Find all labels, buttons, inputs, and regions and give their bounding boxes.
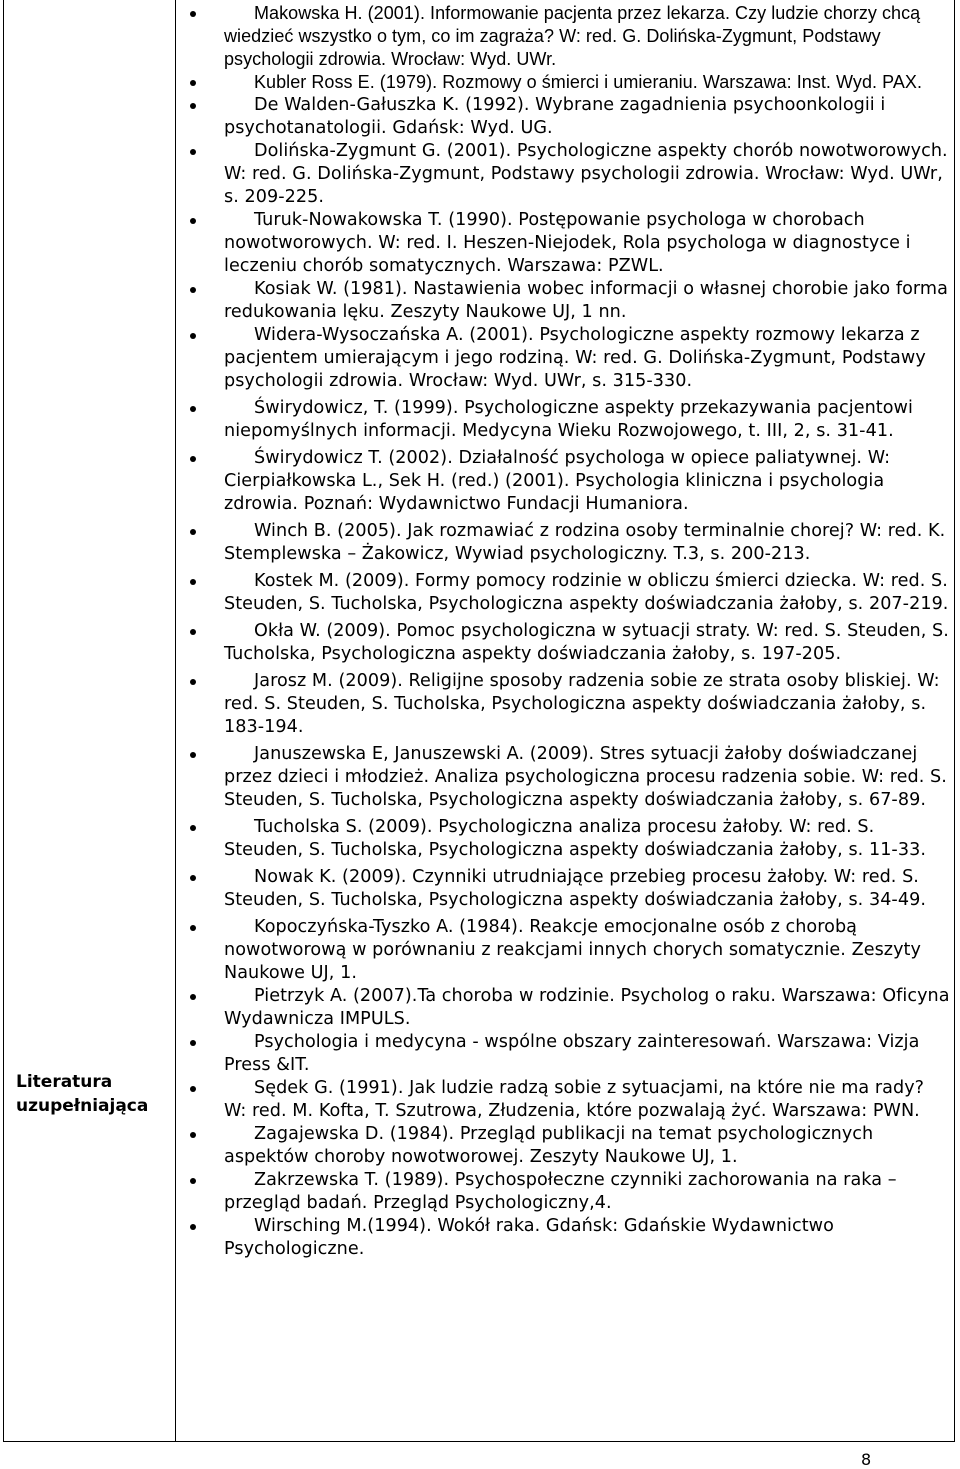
bullet-icon bbox=[190, 629, 196, 635]
reference-item: Świrydowicz T. (2002). Działalność psychologa w opiece paliatywnej. W: Cierpiałkowska L., Sek H. (red.) (2001). Psychologia kliniczna i psychologia zdrowia. Poznań: Wydawnictwo Fundacji Humaniora. bbox=[176, 447, 952, 516]
reference-item: Pietrzyk A. (2007).Ta choroba w rodzinie. Psycholog o raku. Warszawa: Oficyna Wydawnicza IMPULS. bbox=[176, 985, 952, 1031]
bullet-icon bbox=[190, 218, 196, 224]
bullet-icon bbox=[190, 406, 196, 412]
references-cell bbox=[176, 0, 954, 1441]
section-label: Literatura uzupełniająca bbox=[16, 1072, 149, 1116]
bullet-icon bbox=[190, 579, 196, 585]
reference-item: Psychologia i medycyna - wspólne obszary zainteresowań. Warszawa: Vizja Press &IT. bbox=[176, 1031, 952, 1077]
reference-item: Kosiak W. (1981). Nastawienia wobec informacji o własnej chorobie jako forma redukowania lęku. Zeszyty Naukowe UJ, 1 nn. bbox=[176, 278, 952, 324]
bullet-icon bbox=[190, 456, 196, 462]
references-table bbox=[3, 0, 955, 1442]
reference-item: Dolińska-Zygmunt G. (2001). Psychologiczne aspekty chorób nowotworowych. W: red. G. Dolińska-Zygmunt, Podstawy psychologii zdrowia. Wrocław: Wyd. UWr, s. 209-225. bbox=[176, 140, 952, 209]
bullet-icon bbox=[190, 679, 196, 685]
reference-item: Kubler Ross E. (1979). Rozmowy o śmierci i umieraniu. Warszawa: Inst. Wyd. PAX. bbox=[176, 71, 952, 94]
bullet-icon bbox=[190, 80, 196, 86]
bullet-icon bbox=[190, 1178, 196, 1184]
reference-item: Jarosz M. (2009). Religijne sposoby radzenia sobie ze strata osoby bliskiej. W: red. S. Steuden, S. Tucholska, Psychologiczna aspekty doświadczania żałoby, s. 183-194. bbox=[176, 670, 952, 739]
reference-item: Makowska H. (2001). Informowanie pacjenta przez lekarza. Czy ludzie chorzy chcą wiedzieć wszystko o tym, co im zagraża? W: red. G. Dolińska-Zygmunt, Podstawy psychologii zdrowia. Wrocław: Wyd. UWr. bbox=[176, 2, 952, 71]
reference-item: Zakrzewska T. (1989). Psychospołeczne czynniki zachorowania na raka – przegląd badań. Przegląd Psychologiczny,4. bbox=[176, 1169, 952, 1215]
reference-item: Widera-Wysoczańska A. (2001). Psychologiczne aspekty rozmowy lekarza z pacjentem umierającym i jego rodziną. W: red. G. Dolińska-Zygmunt, Podstawy psychologii zdrowia. Wrocław: Wyd. UWr, s. 315-330. bbox=[176, 324, 952, 393]
reference-list bbox=[176, 2, 952, 1261]
bullet-icon bbox=[190, 103, 196, 109]
reference-item: Turuk-Nowakowska T. (1990). Postępowanie psychologa w chorobach nowotworowych. W: red. I. Heszen-Niejodek, Rola psychologa w diagnostyce i leczeniu chorób somatycznych. Warszawa: PZWL. bbox=[176, 209, 952, 278]
reference-item: Winch B. (2005). Jak rozmawiać z rodzina osoby terminalnie chorej? W: red. K. Stemplewska – Żakowicz, Wywiad psychologiczny. T.3, s. 200-213. bbox=[176, 520, 952, 566]
reference-item: Januszewska E, Januszewski A. (2009). Stres sytuacji żałoby doświadczanej przez dzieci i młodzież. Analiza psychologiczna procesu radzenia sobie. W: red. S. Steuden, S. Tucholska, Psychologiczna aspekty doświadczania żałoby, s. 67-89. bbox=[176, 743, 952, 812]
bullet-icon bbox=[190, 1040, 196, 1046]
bullet-icon bbox=[190, 925, 196, 931]
bullet-icon bbox=[190, 1224, 196, 1230]
reference-item: Okła W. (2009). Pomoc psychologiczna w sytuacji straty. W: red. S. Steuden, S. Tucholska, Psychologiczna aspekty doświadczania żałoby, s. 197-205. bbox=[176, 620, 952, 666]
bullet-icon bbox=[190, 994, 196, 1000]
page-number: 8 bbox=[861, 1450, 872, 1469]
bullet-icon bbox=[190, 333, 196, 339]
bullet-icon bbox=[190, 875, 196, 881]
bullet-icon bbox=[190, 287, 196, 293]
reference-item: Nowak K. (2009). Czynniki utrudniające przebieg procesu żałoby. W: red. S. Steuden, S. Tucholska, Psychologiczna aspekty doświadczania żałoby, s. 34-49. bbox=[176, 866, 952, 912]
reference-item: Zagajewska D. (1984). Przegląd publikacji na temat psychologicznych aspektów choroby nowotworowej. Zeszyty Naukowe UJ, 1. bbox=[176, 1123, 952, 1169]
bullet-icon bbox=[190, 529, 196, 535]
bullet-icon bbox=[190, 1086, 196, 1092]
reference-item: Kostek M. (2009). Formy pomocy rodzinie w obliczu śmierci dziecka. W: red. S. Steuden, S. Tucholska, Psychologiczna aspekty doświadczania żałoby, s. 207-219. bbox=[176, 570, 952, 616]
bullet-icon bbox=[190, 149, 196, 155]
reference-item: Sędek G. (1991). Jak ludzie radzą sobie z sytuacjami, na które nie ma rady? W: red. M. Kofta, T. Szutrowa, Złudzenia, które pozwalają żyć. Warszawa: PWN. bbox=[176, 1077, 952, 1123]
reference-item: Świrydowicz, T. (1999). Psychologiczne aspekty przekazywania pacjentowi niepomyślnych informacji. Medycyna Wieku Rozwojowego, t. III, 2, s. 31-41. bbox=[176, 397, 952, 443]
reference-item: Tucholska S. (2009). Psychologiczna analiza procesu żałoby. W: red. S. Steuden, S. Tucholska, Psychologiczna aspekty doświadczania żałoby, s. 11-33. bbox=[176, 816, 952, 862]
bullet-icon bbox=[190, 825, 196, 831]
reference-item: Wirsching M.(1994). Wokół raka. Gdańsk: Gdańskie Wydawnictwo Psychologiczne. bbox=[176, 1215, 952, 1261]
reference-item: Kopoczyńska-Tyszko A. (1984). Reakcje emocjonalne osób z chorobą nowotworową w porównaniu z reakcjami innych chorych somatycznie. Zeszyty Naukowe UJ, 1. bbox=[176, 916, 952, 985]
section-label-cell bbox=[4, 0, 176, 1441]
bullet-icon bbox=[190, 752, 196, 758]
bullet-icon bbox=[190, 11, 196, 17]
reference-item: De Walden-Gałuszka K. (1992). Wybrane zagadnienia psychoonkologii i psychotanatologii. Gdańsk: Wyd. UG. bbox=[176, 94, 952, 140]
bullet-icon bbox=[190, 1132, 196, 1138]
